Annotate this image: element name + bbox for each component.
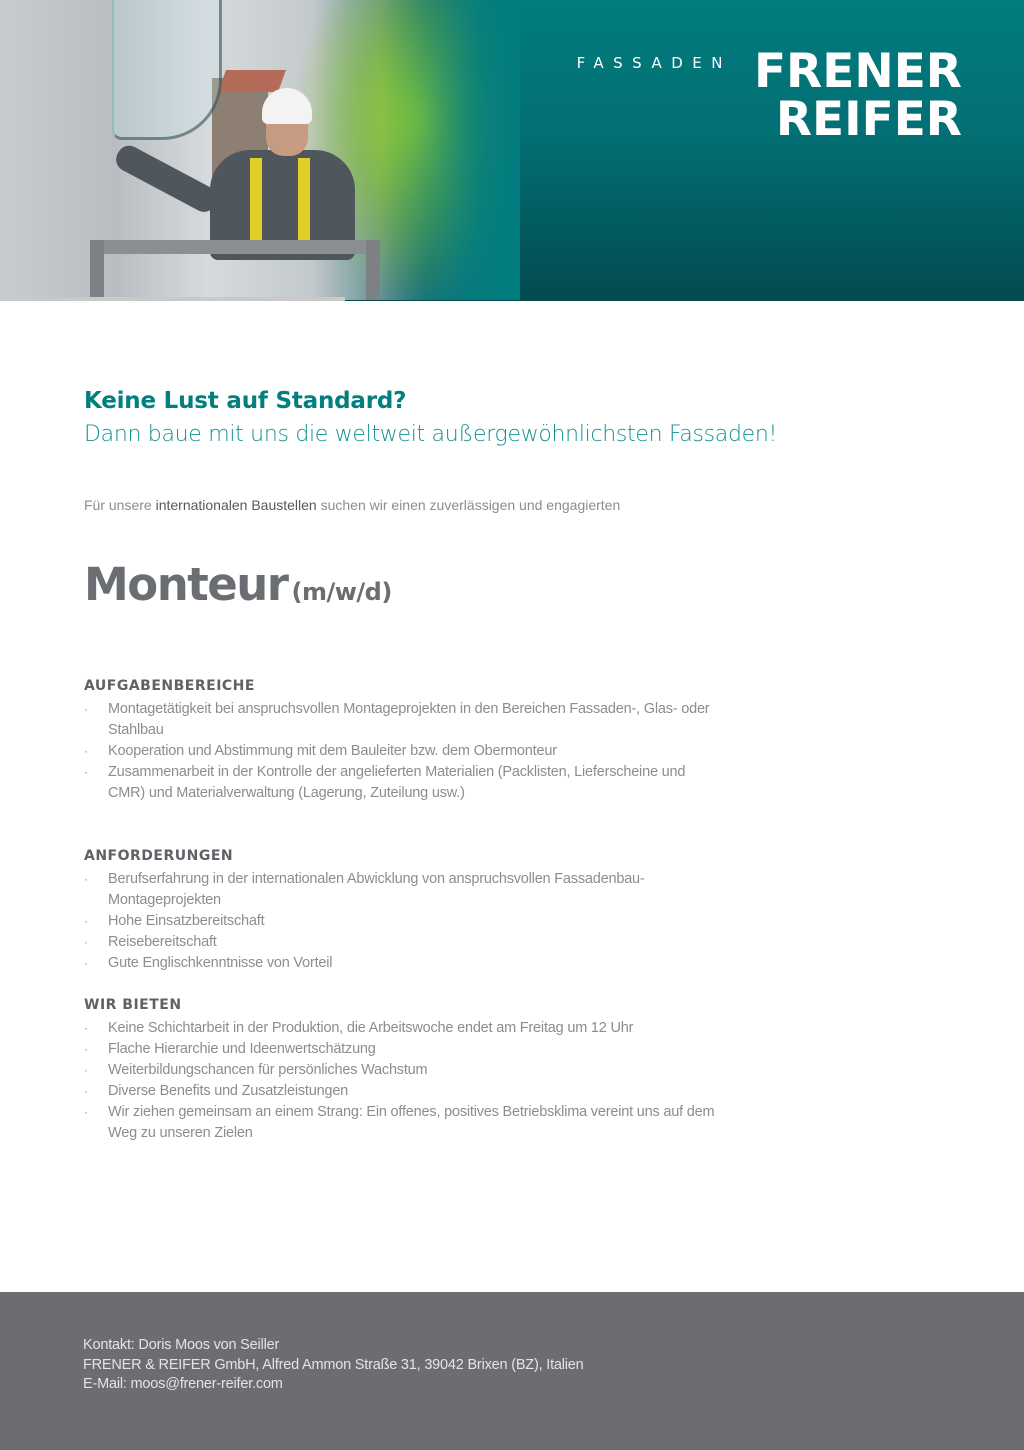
job-title-gender-suffix: (m/w/d) (291, 578, 392, 606)
list-item (84, 1060, 724, 1081)
intro-text (84, 497, 620, 513)
bullet-icon: · (84, 1063, 88, 1077)
list-item (84, 932, 724, 953)
section-title: WIR BIETEN (84, 997, 182, 1013)
section-anforderungen (84, 848, 724, 974)
bullet-list (84, 1018, 724, 1144)
company-logo (576, 44, 962, 147)
list-item-text: Zusammenarbeit in der Kontrolle der angelieferten Materialien (Packlisten, Lieferscheine und CMR) und Materialverwaltung (Lagerung, Zuteilung usw.) (108, 764, 686, 801)
safety-harness-strap (250, 158, 262, 240)
logo-prefix: FASSADEN (576, 54, 732, 72)
email-link[interactable]: moos@frener-reifer.com (130, 1376, 283, 1392)
scaffold-rail (90, 240, 380, 254)
bullet-icon: · (84, 744, 88, 758)
intro-text-start: Für unsere (84, 497, 156, 513)
list-item (84, 762, 724, 804)
list-item (84, 699, 724, 741)
photo-bottom-edge (0, 297, 345, 301)
section-wir-bieten (84, 997, 724, 1144)
section-aufgabenbereiche (84, 678, 724, 804)
list-item (84, 1018, 724, 1039)
contact-block (83, 1336, 584, 1395)
intro-text-end: suchen wir einen zuverlässigen und engagierten (316, 497, 621, 513)
hero-header (0, 0, 1024, 301)
section-title: AUFGABENBEREICHE (84, 678, 255, 694)
list-item-text: Reisebereitschaft (108, 934, 217, 950)
list-item-text: Wir ziehen gemeinsam an einem Strang: Ein offenes, positives Betriebsklima vereint uns auf dem Weg zu unseren Zielen (108, 1104, 715, 1141)
email-line (83, 1375, 584, 1395)
list-item-text: Keine Schichtarbeit in der Produktion, die Arbeitswoche endet am Freitag um 12 Uhr (108, 1020, 634, 1036)
bullet-icon: · (84, 1105, 88, 1119)
job-posting-content (84, 384, 778, 1141)
list-item-text: Weiterbildungschancen für persönliches Wachstum (108, 1062, 428, 1078)
list-item-text: Gute Englischkenntnisse von Vorteil (108, 955, 333, 971)
intro-text-bold: internationalen Baustellen (155, 497, 317, 513)
list-item-text: Montagetätigkeit bei anspruchsvollen Montageprojekten in den Bereichen Fassaden-, Glas- oder Stahlbau (108, 701, 710, 738)
list-item-text: Berufserfahrung in der internationalen Abwicklung von anspruchsvollen Fassadenbau-Montageprojekten (108, 871, 645, 908)
bullet-icon: · (84, 1021, 88, 1035)
safety-harness-strap (298, 158, 310, 240)
hard-hat-icon (262, 88, 312, 124)
list-item (84, 869, 724, 911)
bullet-icon: · (84, 1042, 88, 1056)
list-item (84, 1081, 724, 1102)
list-item-text: Flache Hierarchie und Ideenwertschätzung (108, 1041, 376, 1057)
bullet-icon: · (84, 956, 88, 970)
headline: Keine Lust auf Standard? (84, 388, 407, 414)
job-title (84, 558, 392, 611)
list-item (84, 953, 724, 974)
list-item-text: Hohe Einsatzbereitschaft (108, 913, 265, 929)
bullet-list (84, 699, 724, 804)
hero-photo (0, 0, 520, 300)
bullet-icon: · (84, 914, 88, 928)
scaffold-post (366, 240, 380, 300)
logo-name-line1: FRENER (753, 44, 962, 99)
list-item-text: Kooperation und Abstimmung mit dem Bauleiter bzw. dem Obermonteur (108, 743, 557, 759)
list-item (84, 1039, 724, 1060)
curved-glass-pane (112, 0, 222, 140)
bullet-icon: · (84, 702, 88, 716)
job-title-main: Monteur (84, 558, 288, 611)
company-address: FRENER & REIFER GmbH, Alfred Ammon Straße 31, 39042 Brixen (BZ), Italien (83, 1356, 584, 1373)
list-item-text: Diverse Benefits und Zusatzleistungen (108, 1083, 349, 1099)
worker-arm (112, 142, 221, 217)
contact-footer (0, 1292, 1024, 1450)
scaffold-post (90, 240, 104, 300)
contact-person: Kontakt: Doris Moos von Seiller (83, 1337, 280, 1353)
bullet-icon: · (84, 872, 88, 886)
bullet-icon: · (84, 935, 88, 949)
section-title: ANFORDERUNGEN (84, 848, 234, 864)
list-item (84, 741, 724, 762)
list-item (84, 1102, 724, 1144)
bullet-icon: · (84, 765, 88, 779)
logo-name (753, 44, 962, 147)
bullet-list (84, 869, 724, 974)
bullet-icon: · (84, 1084, 88, 1098)
logo-name-line2: REIFER (775, 92, 962, 147)
background-roof (218, 70, 286, 92)
subheadline: Dann baue mit uns die weltweit außergewöhnlichsten Fassaden! (84, 422, 778, 447)
list-item (84, 911, 724, 932)
email-label: E-Mail: (83, 1376, 131, 1392)
